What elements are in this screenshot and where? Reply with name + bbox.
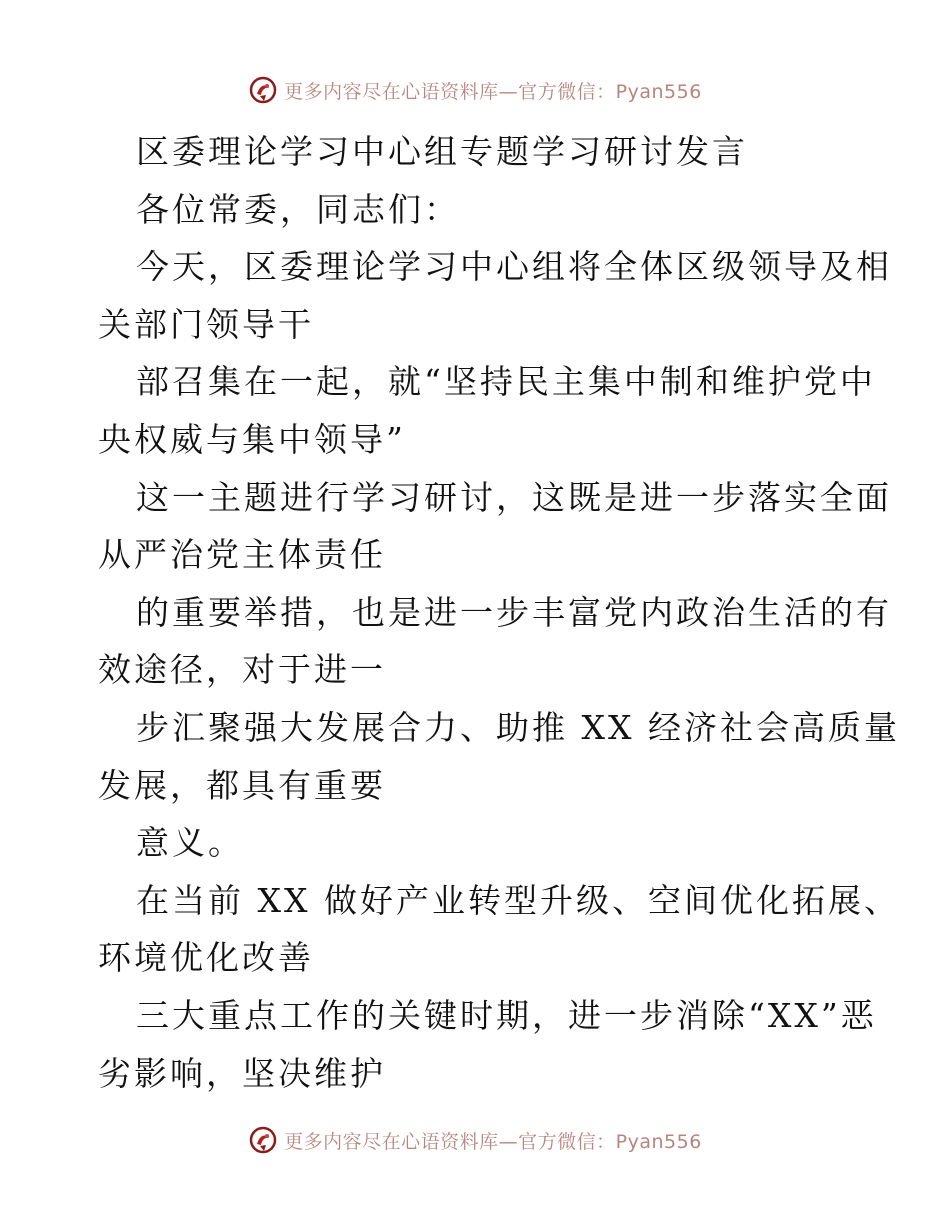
document-line: 环境优化改善: [98, 938, 314, 978]
document-line: 从严治党主体责任: [98, 535, 386, 575]
document-line: 这一主题进行学习研讨，这既是进一步落实全面: [136, 477, 892, 517]
document-line: 步汇聚强大发展合力、助推 XX 经济社会高质量: [136, 707, 900, 747]
document-line: 关部门领导干: [98, 304, 314, 344]
ribbon-seal-icon: [248, 75, 278, 105]
document-line: 今天，区委理论学习中心组将全体区级领导及相: [136, 247, 892, 287]
document-body: [98, 123, 900, 1102]
document-line: 劣影响，坚决维护: [98, 1053, 386, 1093]
header-banner-text: 更多内容尽在心语资料库—官方微信：Pyan556: [284, 80, 702, 103]
document-line: 部召集在一起，就“坚持民主集中制和维护党中: [136, 362, 876, 402]
ribbon-seal-icon: [248, 1125, 278, 1155]
document-line: 在当前 XX 做好产业转型升级、空间优化拓展、: [136, 880, 900, 920]
document-line: 央权威与集中领导”: [98, 419, 406, 459]
header-banner: [0, 72, 950, 108]
document-line: 三大重点工作的关键时期，进一步消除“XX”恶: [136, 995, 877, 1035]
document-line: 各位常委，同志们：: [136, 189, 460, 229]
document-line: 效途径，对于进一: [98, 650, 386, 690]
footer-banner-text: 更多内容尽在心语资料库—官方微信：Pyan556: [284, 1130, 702, 1153]
document-line: 发展，都具有重要: [98, 765, 386, 805]
document-line: 区委理论学习中心组专题学习研讨发言: [136, 132, 748, 171]
footer-banner: [0, 1122, 950, 1158]
document-line: 意义。: [136, 823, 244, 863]
document-line: 的重要举措，也是进一步丰富党内政治生活的有: [136, 592, 892, 632]
